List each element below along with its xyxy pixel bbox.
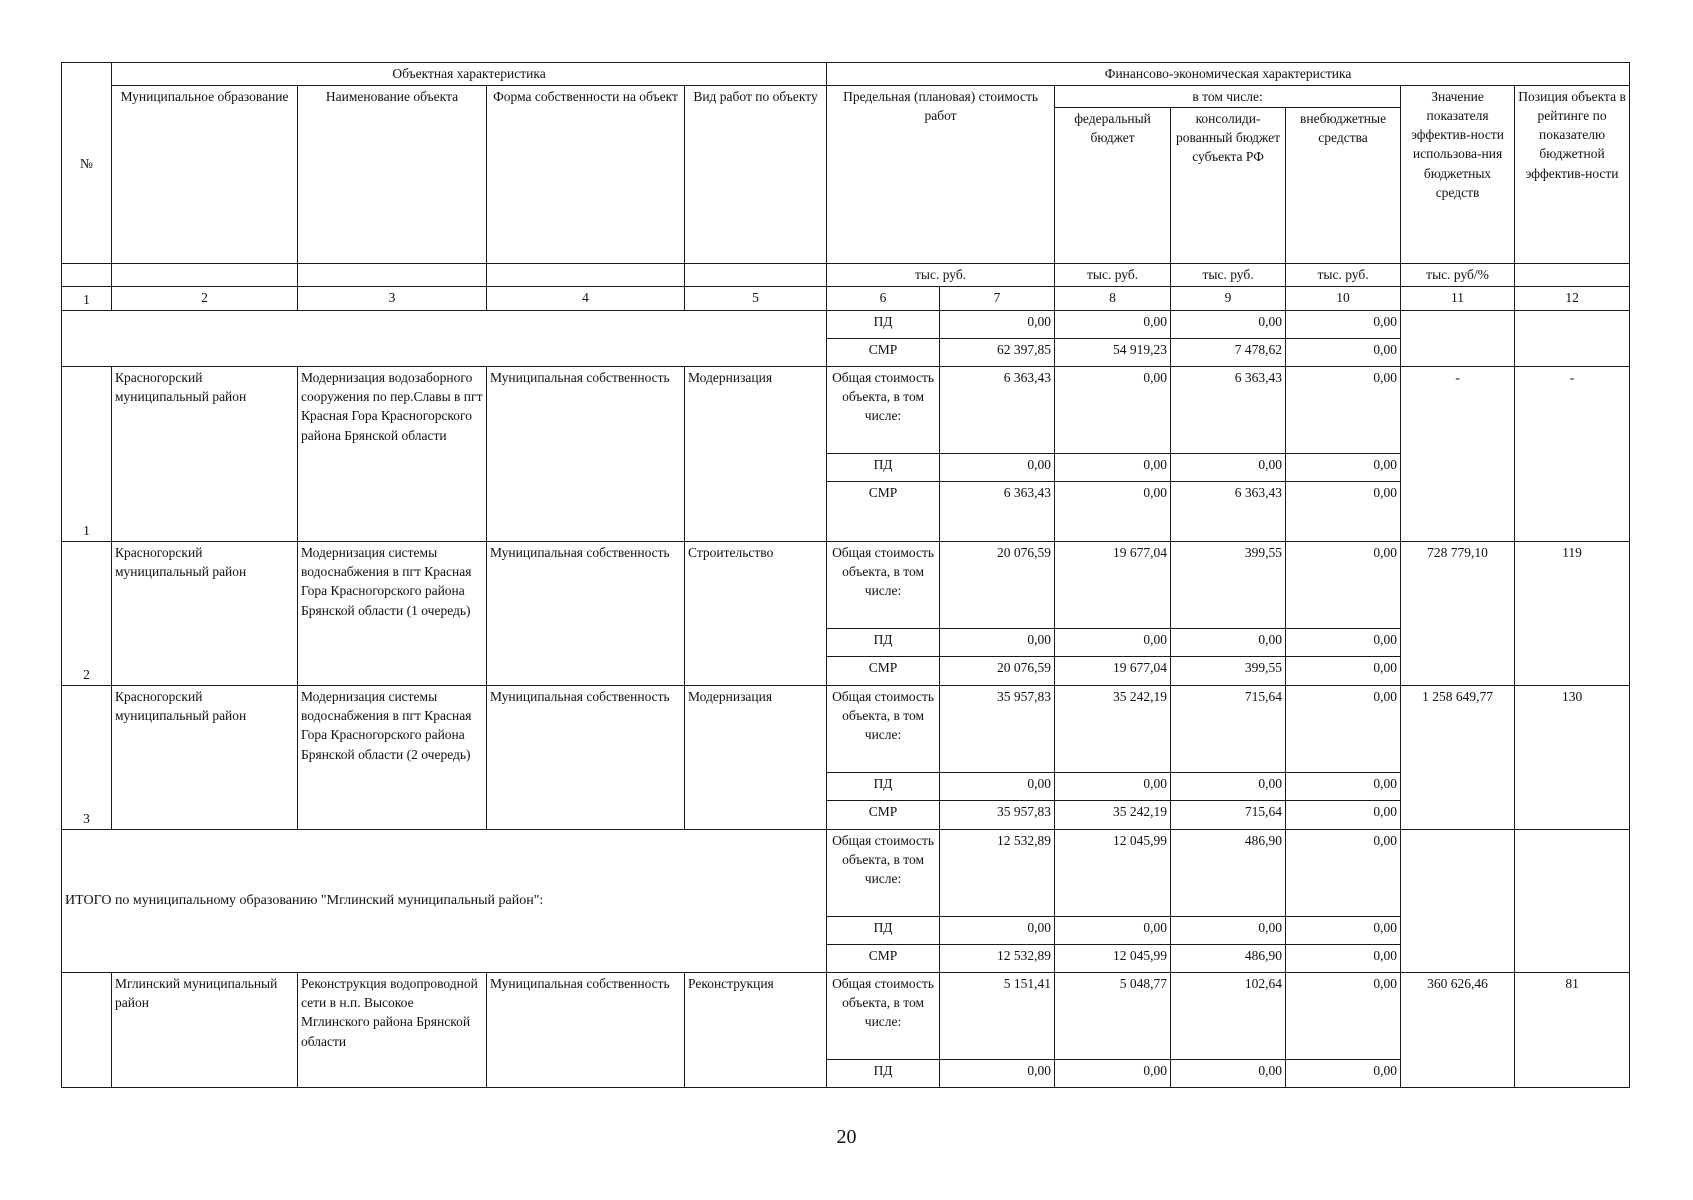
header-ownership: Форма собственности на объект bbox=[487, 86, 685, 264]
table-row bbox=[62, 367, 1630, 454]
ownership-cell: Муниципальная собственность bbox=[487, 542, 685, 686]
pd-label: ПД bbox=[827, 454, 940, 482]
row-no: 2 bbox=[62, 542, 112, 686]
summary-mglin-label: ИТОГО по муниципальному образованию "Мглинский муниципальный район": bbox=[62, 830, 827, 973]
work-type-cell: Модернизация bbox=[685, 686, 827, 830]
col-number: 1 bbox=[62, 287, 112, 311]
cell-value: 0,00 bbox=[940, 917, 1055, 945]
unit-fed: тыс. руб. bbox=[1055, 264, 1171, 287]
total-label: Общая стоимость объекта, в том числе: bbox=[827, 686, 940, 773]
cell-value: 0,00 bbox=[1286, 1060, 1401, 1088]
cell-value: 0,00 bbox=[1171, 454, 1286, 482]
header-work-type: Вид работ по объекту bbox=[685, 86, 827, 264]
cell-value: 35 242,19 bbox=[1055, 686, 1171, 773]
cell-value: 19 677,04 bbox=[1055, 657, 1171, 686]
pd-label: ПД bbox=[827, 917, 940, 945]
cell-value: 486,90 bbox=[1171, 830, 1286, 917]
unit-eff: тыс. руб/% bbox=[1401, 264, 1515, 287]
cell-value: 0,00 bbox=[1055, 773, 1171, 801]
efficiency-cell: 360 626,46 bbox=[1401, 973, 1515, 1088]
object-name-cell: Модернизация системы водоснабжения в пгт Красная Гора Красногорского района Брянской области (2 очередь) bbox=[298, 686, 487, 830]
unit-thous: тыс. руб. bbox=[827, 264, 1055, 287]
cell-value: 6 363,43 bbox=[940, 367, 1055, 454]
smr-label: СМР bbox=[827, 657, 940, 686]
pd-label: ПД bbox=[827, 773, 940, 801]
col-number: 5 bbox=[685, 287, 827, 311]
municipality-cell: Красногорский муниципальный район bbox=[112, 367, 298, 542]
cell-value: 399,55 bbox=[1171, 657, 1286, 686]
cell-value: 0,00 bbox=[1286, 773, 1401, 801]
header-object-group: Объектная характеристика bbox=[112, 63, 827, 86]
work-type-cell: Реконструкция bbox=[685, 973, 827, 1088]
cell-value: 0,00 bbox=[1055, 917, 1171, 945]
col-number: 7 bbox=[940, 287, 1055, 311]
cell-value: 715,64 bbox=[1171, 686, 1286, 773]
cell-value: 0,00 bbox=[1055, 1060, 1171, 1088]
cell-value: 19 677,04 bbox=[1055, 542, 1171, 629]
cell-value: 0,00 bbox=[940, 454, 1055, 482]
smr-label: СМР bbox=[827, 339, 940, 367]
col-number: 10 bbox=[1286, 287, 1401, 311]
cell-value: 62 397,85 bbox=[940, 339, 1055, 367]
cell-value: 0,00 bbox=[1286, 542, 1401, 629]
header-rating: Позиция объекта в рейтинге по показателю бюджетной эффектив-ности bbox=[1515, 86, 1630, 264]
municipality-cell: Красногорский муниципальный район bbox=[112, 686, 298, 830]
cell-value: 0,00 bbox=[1286, 917, 1401, 945]
cell-value: 486,90 bbox=[1171, 945, 1286, 973]
table-row bbox=[62, 542, 1630, 629]
cell-value: 0,00 bbox=[1055, 482, 1171, 542]
table-row bbox=[62, 311, 1630, 339]
rating-cell: 130 bbox=[1515, 686, 1630, 830]
col-number: 12 bbox=[1515, 287, 1630, 311]
cell-value: 0,00 bbox=[1286, 973, 1401, 1060]
cell-value: 0,00 bbox=[940, 311, 1055, 339]
budget-table-sheet bbox=[61, 62, 1626, 1097]
ownership-cell: Муниципальная собственность bbox=[487, 973, 685, 1088]
table-row bbox=[62, 686, 1630, 773]
cell-value: 0,00 bbox=[1171, 917, 1286, 945]
cell-value: 399,55 bbox=[1171, 542, 1286, 629]
cell-value: 0,00 bbox=[1286, 686, 1401, 773]
municipality-cell: Красногорский муниципальный район bbox=[112, 542, 298, 686]
ownership-cell: Муниципальная собственность bbox=[487, 686, 685, 830]
rating-cell: 81 bbox=[1515, 973, 1630, 1088]
ownership-cell: Муниципальная собственность bbox=[487, 367, 685, 542]
cell-value: 0,00 bbox=[940, 1060, 1055, 1088]
col-number: 2 bbox=[112, 287, 298, 311]
cell-value: 0,00 bbox=[1055, 367, 1171, 454]
table-row bbox=[62, 830, 1630, 917]
pd-label: ПД bbox=[827, 311, 940, 339]
cell-value: 0,00 bbox=[1286, 801, 1401, 830]
col-number: 6 bbox=[827, 287, 940, 311]
cell-value: 0,00 bbox=[1286, 629, 1401, 657]
cell-value: 35 957,83 bbox=[940, 801, 1055, 830]
cell-value: 20 076,59 bbox=[940, 542, 1055, 629]
rating-cell: - bbox=[1515, 367, 1630, 542]
header-extrabudget: внебюджетные средства bbox=[1286, 108, 1401, 264]
cell-value: 0,00 bbox=[1055, 311, 1171, 339]
table-row bbox=[62, 973, 1630, 1060]
col-number: 9 bbox=[1171, 287, 1286, 311]
header-object-name: Наименование объекта bbox=[298, 86, 487, 264]
work-type-cell: Строительство bbox=[685, 542, 827, 686]
col-number: 3 bbox=[298, 287, 487, 311]
municipality-cell: Мглинский муниципальный район bbox=[112, 973, 298, 1088]
total-label: Общая стоимость объекта, в том числе: bbox=[827, 973, 940, 1060]
rating-cell: 119 bbox=[1515, 542, 1630, 686]
cell-value: 6 363,43 bbox=[940, 482, 1055, 542]
header-including: в том числе: bbox=[1055, 86, 1401, 108]
cell-value: 0,00 bbox=[1286, 367, 1401, 454]
cell-value: 102,64 bbox=[1171, 973, 1286, 1060]
header-municipality: Муниципальное образование bbox=[112, 86, 298, 264]
cell-value: 0,00 bbox=[1171, 629, 1286, 657]
cell-value: 0,00 bbox=[940, 629, 1055, 657]
pd-label: ПД bbox=[827, 1060, 940, 1088]
header-efficiency: Значение показателя эффектив-ности использова-ния бюджетных средств bbox=[1401, 86, 1515, 264]
total-label: Общая стоимость объекта, в том числе: bbox=[827, 367, 940, 454]
cell-value: 0,00 bbox=[1171, 1060, 1286, 1088]
page-number: 20 bbox=[836, 1126, 857, 1148]
cell-value: 0,00 bbox=[1055, 454, 1171, 482]
object-name-cell: Модернизация системы водоснабжения в пгт Красная Гора Красногорского района Брянской области (1 очередь) bbox=[298, 542, 487, 686]
cell-value: 35 957,83 bbox=[940, 686, 1055, 773]
col-number: 8 bbox=[1055, 287, 1171, 311]
cell-value: 6 363,43 bbox=[1171, 367, 1286, 454]
header-consolidated: консолиди-рованный бюджет субъекта РФ bbox=[1171, 108, 1286, 264]
cell-value: 5 151,41 bbox=[940, 973, 1055, 1060]
cell-value: 0,00 bbox=[1286, 830, 1401, 917]
header-finance-group: Финансово-экономическая характеристика bbox=[827, 63, 1630, 86]
efficiency-cell: - bbox=[1401, 367, 1515, 542]
cell-value: 12 045,99 bbox=[1055, 830, 1171, 917]
object-name-cell: Модернизация водозаборного сооружения по пер.Славы в пгт Красная Гора Красногорского района Брянской области bbox=[298, 367, 487, 542]
col-number: 4 bbox=[487, 287, 685, 311]
cell-value: 0,00 bbox=[1171, 773, 1286, 801]
efficiency-cell: 728 779,10 bbox=[1401, 542, 1515, 686]
cell-value: 20 076,59 bbox=[940, 657, 1055, 686]
efficiency-cell: 1 258 649,77 bbox=[1401, 686, 1515, 830]
cell-value: 0,00 bbox=[1286, 311, 1401, 339]
header-max-cost: Предельная (плановая) стоимость работ bbox=[827, 86, 1055, 264]
cell-value: 6 363,43 bbox=[1171, 482, 1286, 542]
cell-value: 5 048,77 bbox=[1055, 973, 1171, 1060]
pd-label: ПД bbox=[827, 629, 940, 657]
cell-value: 0,00 bbox=[940, 773, 1055, 801]
header-federal: федеральный бюджет bbox=[1055, 108, 1171, 264]
cell-value: 715,64 bbox=[1171, 801, 1286, 830]
cell-value: 12 532,89 bbox=[940, 945, 1055, 973]
work-type-cell: Модернизация bbox=[685, 367, 827, 542]
cell-value: 12 532,89 bbox=[940, 830, 1055, 917]
cell-value: 0,00 bbox=[1286, 454, 1401, 482]
row-no: 1 bbox=[62, 367, 112, 542]
cell-value: 7 478,62 bbox=[1171, 339, 1286, 367]
cell-value: 0,00 bbox=[1286, 945, 1401, 973]
budget-table bbox=[61, 62, 1630, 1088]
cell-value: 0,00 bbox=[1171, 311, 1286, 339]
header-no: № bbox=[62, 63, 112, 264]
col-number: 11 bbox=[1401, 287, 1515, 311]
smr-label: СМР bbox=[827, 482, 940, 542]
smr-label: СМР bbox=[827, 801, 940, 830]
cell-value: 0,00 bbox=[1055, 629, 1171, 657]
row-no: 3 bbox=[62, 686, 112, 830]
smr-label: СМР bbox=[827, 945, 940, 973]
unit-extra: тыс. руб. bbox=[1286, 264, 1401, 287]
cell-value: 0,00 bbox=[1286, 339, 1401, 367]
total-label: Общая стоимость объекта, в том числе: bbox=[827, 542, 940, 629]
total-label: Общая стоимость объекта, в том числе: bbox=[827, 830, 940, 917]
unit-cons: тыс. руб. bbox=[1171, 264, 1286, 287]
object-name-cell: Реконструкция водопроводной сети в н.п. Высокое Мглинского района Брянской области bbox=[298, 973, 487, 1088]
cell-value: 0,00 bbox=[1286, 657, 1401, 686]
cell-value: 35 242,19 bbox=[1055, 801, 1171, 830]
cell-value: 54 919,23 bbox=[1055, 339, 1171, 367]
cell-value: 0,00 bbox=[1286, 482, 1401, 542]
cell-value: 12 045,99 bbox=[1055, 945, 1171, 973]
